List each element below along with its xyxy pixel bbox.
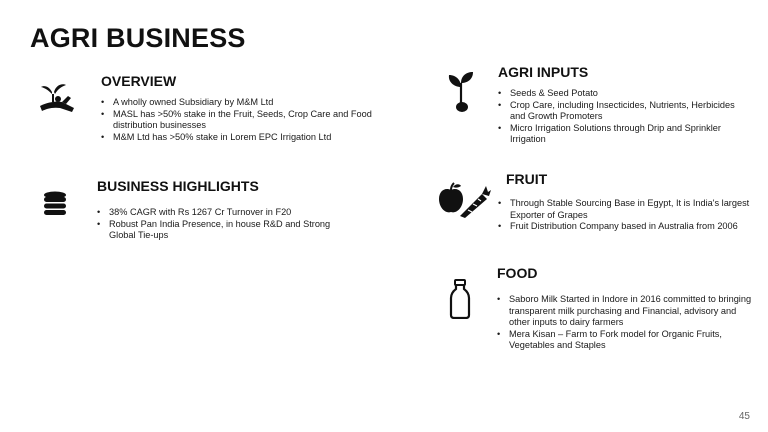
list-item: • Through Stable Sourcing Base in Egypt, It is India's largest Exporter of Grapes <box>498 198 761 221</box>
business-highlights-heading: BUSINESS HIGHLIGHTS <box>97 178 259 194</box>
food-heading: FOOD <box>497 265 538 281</box>
list-item: • Robust Pan India Presence, in house R&D and Strong Global Tie-ups <box>97 219 337 242</box>
list-item: • Mera Kisan – Farm to Fork model for Organic Fruits, Vegetables and Staples <box>497 329 752 352</box>
page-title: AGRI BUSINESS <box>30 23 246 53</box>
fruit-list <box>498 198 761 233</box>
list-item: • 38% CAGR with Rs 1267 Cr Turnover in F20 <box>97 207 337 219</box>
list-item: • A wholly owned Subsidiary by M&M Ltd <box>101 97 401 109</box>
list-item: • Fruit Distribution Company based in Australia from 2006 <box>498 221 761 233</box>
seedling-icon <box>446 69 476 115</box>
farmer-plant-icon <box>38 82 78 116</box>
page-number: 45 <box>738 411 750 422</box>
apple-carrot-icon <box>438 182 492 218</box>
overview-list <box>101 97 401 143</box>
list-item: • MASL has >50% stake in the Fruit, Seeds, Crop Care and Food distribution businesses <box>101 109 401 132</box>
agri-inputs-heading: AGRI INPUTS <box>498 64 589 80</box>
list-item: • Saboro Milk Started in Indore in 2016 committed to bringing transparent milk purchasing and Financial, advisory and other inputs to dairy farmers <box>497 294 752 329</box>
milk-bottle-icon <box>449 279 471 319</box>
coin-stack-icon <box>43 191 67 219</box>
food-section <box>497 265 752 352</box>
agri-inputs-list <box>498 88 748 146</box>
agri-inputs-section <box>498 64 748 146</box>
list-item: • Crop Care, including Insecticides, Nutrients, Herbicides and Growth Promoters <box>498 100 748 123</box>
list-item: • M&M Ltd has >50% stake in Lorem EPC Irrigation Ltd <box>101 132 401 144</box>
overview-section <box>101 73 401 143</box>
list-item: • Micro Irrigation Solutions through Drip and Sprinkler Irrigation <box>498 123 748 146</box>
list-item: • Seeds & Seed Potato <box>498 88 748 100</box>
fruit-section <box>506 171 761 233</box>
fruit-heading: FRUIT <box>506 171 548 187</box>
business-highlights-section <box>97 178 337 242</box>
business-highlights-list <box>97 207 337 242</box>
overview-heading: OVERVIEW <box>101 73 177 89</box>
food-list <box>497 294 752 352</box>
